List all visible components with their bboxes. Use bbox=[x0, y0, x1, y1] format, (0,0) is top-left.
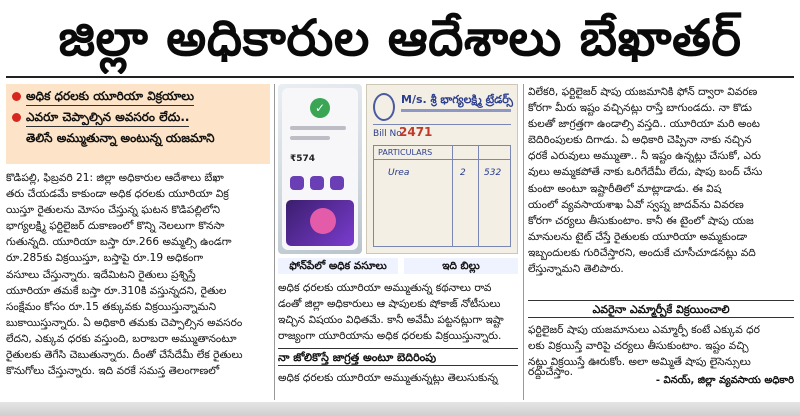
article-line: వసూలు చేస్తున్నారు. ఇదేమిటని రైతులు ప్రశ్నిస్తే bbox=[6, 268, 196, 281]
headline: జిల్లా అధికారుల ఆదేశాలు బేఖాతర్ bbox=[58, 9, 742, 67]
article-line: యూరియా తమకే బస్తా రూ.310కి వస్తున్నదని, రైతుల bbox=[6, 284, 227, 297]
article-line: కోరగా చర్యలు తీసుకుంటాం. కానీ ఈ టైంలో షాపు యజ bbox=[528, 214, 754, 227]
article-line: తరు చేయడమే కాకుండా అధిక ధరలకు యూరియా విక్ర bbox=[6, 188, 229, 201]
article-line: ఇబ్బందులకు గురిచేస్తారని, అందుకే చూసీచూడనట్లు వది bbox=[528, 246, 756, 259]
article-line: బెదిరింపులకు దిగాడు. ఏ అధికారి చెప్పినా నాకు నచ్చిన bbox=[528, 134, 752, 147]
right-subhead: ఎవరైనా ఎమ్మార్పీకే విక్రయించాలి bbox=[528, 300, 794, 318]
center-article-body bbox=[278, 280, 518, 346]
article-line: కొనుగోలు చేస్తున్నారు. ఇది వరకే సమస్త తెలంగాణలో bbox=[6, 365, 220, 378]
article-line: యంలో వ్యవసాయశాఖ ఏవో స్వప్న జాదవ్‌ను వివరణ bbox=[528, 198, 744, 211]
article-line: సంక్షేమం కోసం రూ.15 తక్కువకు విక్రయిస్తున్నామని bbox=[6, 300, 217, 313]
bill-table-header: PARTICULARS bbox=[374, 146, 510, 160]
photo-caption-left: ఫోన్‌పేలో అధిక వసూలు bbox=[278, 258, 398, 274]
article-line: కొడిపల్లి, ఫిబ్రవరి 21: జిల్లా అధికారుల ఆదేశాలు బేఖా bbox=[6, 172, 224, 184]
article-line: విలేకరి, ఫర్టిలైజర్ షాపు యజమానికి ఫోన్ ద్వారా వివరణ bbox=[528, 86, 758, 98]
bill-qty: 2 bbox=[460, 168, 466, 178]
highlight-item bbox=[12, 109, 264, 127]
article-line: కుంటా అంటూ ఇష్టారీతిలో మాట్లాడాడు. ఈ విష bbox=[528, 182, 722, 195]
center-subhead: నా జోలికొస్తే జాగ్రత్త అంటూ బెదిరింపు bbox=[278, 348, 518, 366]
bill-photo bbox=[366, 84, 518, 254]
article-line: ధరకే ఎరువులు అమ్ముతా.. నీ ఇష్టం ఉన్నట్లు చేసుకో, ఎరు bbox=[528, 150, 761, 163]
left-article-body bbox=[6, 170, 270, 398]
phone-amount: ₹574 bbox=[290, 154, 316, 164]
phone-text-line bbox=[290, 136, 330, 140]
shop-logo-icon bbox=[373, 93, 395, 121]
bullet-icon bbox=[12, 113, 21, 122]
next-article-strip bbox=[0, 402, 800, 416]
article-line: కోరగా మీరు ఇష్టం వచ్చినట్లు రాస్తే బాగుండదు. నా కొడు bbox=[528, 102, 752, 115]
phonepe-screenshot-photo bbox=[278, 84, 362, 254]
column-divider bbox=[274, 84, 275, 400]
bill-address-line bbox=[401, 109, 511, 112]
bill-table bbox=[373, 145, 511, 247]
article-line: గుతున్నది. యూరియా బస్తా రూ.266 అమ్మల్సి ఉండగా bbox=[6, 236, 232, 249]
right-article-last-line: రద్దుచేస్తాం. bbox=[528, 366, 574, 378]
article-line: రూ.285కు విక్రయిస్తూ, బస్తాపై రూ.19 అధికంగా bbox=[6, 252, 204, 265]
article-line: మానులను టైట్ చేస్తే రైతులకు యూరియా అమ్మకుండా bbox=[528, 230, 748, 243]
headline-rule bbox=[6, 76, 794, 78]
article-line: రైతులకు తెగేసి చెబుతున్నారు. దీంతో చేసేదేమీ లేక రైతులు bbox=[6, 349, 243, 362]
bullet-icon bbox=[12, 92, 21, 101]
promo-banner bbox=[286, 200, 354, 246]
highlight-text-cont: తెలిసే అమ్ముతున్నా అంటున్న యజమాని bbox=[26, 131, 215, 145]
article-line: యిస్తూ రైతులను మోసం చేస్తున్న ఘటన కొడిపల్లిలోని bbox=[6, 204, 221, 217]
check-icon: ✓ bbox=[310, 98, 330, 118]
phone-screen bbox=[282, 88, 358, 250]
article-line: అధిక ధరలకు యూరియా అమ్ముతున్నట్లు తెలుసుకున్న bbox=[278, 372, 498, 384]
column-divider bbox=[523, 84, 524, 400]
article-line: ఫర్టిలైజర్ షాపు యజమానులు ఎమ్మార్పీ కంటే ఎక్కువ ధర bbox=[528, 324, 760, 336]
article-line: లేస్తున్నామని తెలిపారు. bbox=[528, 263, 624, 276]
photo-caption-right: ఇది బిల్లు bbox=[404, 258, 518, 274]
highlight-text: ఎవరూ చెప్పాల్సిన అవసరం లేదు.. bbox=[26, 109, 189, 127]
bill-item: Urea bbox=[388, 168, 410, 178]
phone-action-icons bbox=[290, 176, 344, 190]
bill-number: 2471 bbox=[399, 125, 433, 139]
article-line: నట్లు విక్రయిస్తే ఊరుకోం. అలా అమ్మితే షాపు లైసెన్సులు bbox=[528, 356, 751, 369]
highlight-text: అధిక ధరలకు యూరియా విక్రయాలు bbox=[26, 88, 194, 106]
article-line: వులు అమ్మకపోతే నాకు ఒరిగేదేమీ లేదు, షాపు బంద్ చేసు bbox=[528, 166, 763, 179]
center-article-body-2 bbox=[278, 370, 518, 390]
article-line: బుకాయిస్తున్నారు. ఏ అధికారి తమకు చెప్పాల్సిన అవసరం bbox=[6, 316, 243, 329]
bill-amount: 532 bbox=[484, 168, 502, 178]
bill-shop-name: M/s. శ్రీ భాగ్యలక్ష్మి ట్రేడర్స్ bbox=[401, 93, 513, 106]
bill-header bbox=[373, 91, 511, 125]
article-line: కులతో జాగ్రత్తగా ఉండాల్సి వస్తది.. యూరియా మరి అంట bbox=[528, 118, 760, 131]
article-line: అధిక ధరలకు యూరియా అమ్ముతున్న కథనాలు రావ bbox=[278, 282, 492, 294]
highlights-box bbox=[6, 84, 270, 164]
article-line: రాజ్యంగా యూరియాను అధిక ధరలకు విక్రయిస్తున్నారు. bbox=[278, 330, 502, 343]
article-line: లకు విక్రయిస్తే వారిపై చర్యలు తీసుకుంటాం. ఇష్టం వచ్చి bbox=[528, 340, 749, 353]
official-attribution: - వినయ్, జిల్లా వ్యవసాయ అధికారి bbox=[655, 375, 794, 386]
article-line: భాగ్యలక్ష్మి ఫర్టిలైజర్ దుకాణంలో కొన్ని నెలలుగా కొనసా bbox=[6, 220, 225, 233]
article-line: లేదని, ఎక్కువ ధరకు వస్తుంది, బరాబరా అమ్ముతానంటూ bbox=[6, 332, 237, 345]
article-line: డంతో జిల్లా అధికారులు ఆ షాపులకు షోకాజ్ నోటీసులు bbox=[278, 298, 501, 311]
highlight-item bbox=[12, 88, 264, 106]
right-article-body bbox=[528, 84, 794, 296]
bill-no-label: Bill No. bbox=[373, 129, 405, 139]
article-line: ఇచ్చిన విషయం విధితమే. కానీ అవేమీ పట్టనట్లుగా ఇష్టా bbox=[278, 314, 504, 327]
phone-text-line bbox=[290, 126, 346, 130]
